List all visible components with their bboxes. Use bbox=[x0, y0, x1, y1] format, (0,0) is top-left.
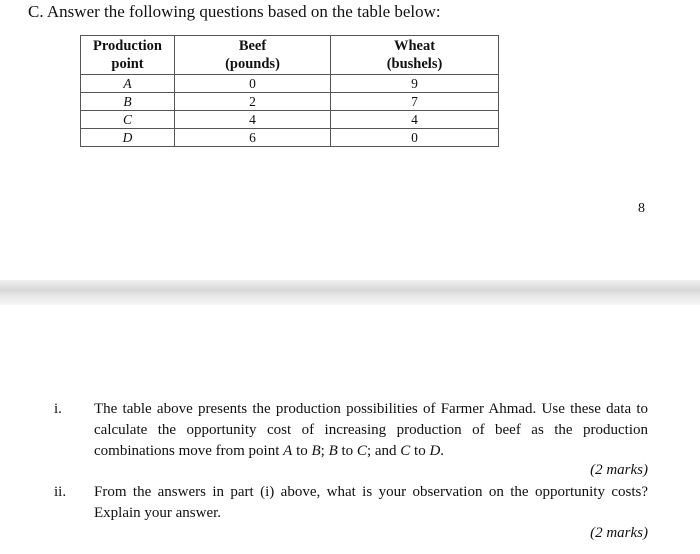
point-label: A bbox=[283, 443, 293, 459]
text-run: . bbox=[440, 443, 445, 459]
cell-wheat: 0 bbox=[331, 129, 499, 147]
column-header-production-point bbox=[81, 36, 175, 75]
header-line: Wheat bbox=[393, 38, 436, 54]
column-header-beef bbox=[175, 36, 331, 75]
cell-beef: 4 bbox=[175, 111, 331, 129]
question-text bbox=[94, 399, 648, 462]
point-label: C bbox=[400, 443, 411, 459]
page-break-divider bbox=[0, 280, 700, 305]
cell-beef: 2 bbox=[175, 93, 331, 111]
cell-point: D bbox=[81, 129, 175, 147]
marks-label: (2 marks) bbox=[590, 462, 648, 478]
question-i bbox=[54, 399, 648, 462]
column-header-wheat bbox=[331, 36, 499, 75]
question-number: i. bbox=[54, 401, 62, 417]
marks-label: (2 marks) bbox=[590, 525, 648, 541]
header-line: (bushels) bbox=[386, 56, 443, 72]
cell-wheat: 9 bbox=[331, 75, 499, 93]
page-number: 8 bbox=[638, 201, 645, 216]
table-row bbox=[81, 93, 499, 111]
cell-wheat: 7 bbox=[331, 93, 499, 111]
text-run: to bbox=[410, 443, 430, 459]
cell-point: C bbox=[81, 111, 175, 129]
production-possibilities-table bbox=[80, 35, 499, 147]
point-label: B bbox=[311, 443, 321, 459]
cell-wheat: 4 bbox=[331, 111, 499, 129]
text-run: ; bbox=[320, 443, 329, 459]
cell-beef: 0 bbox=[175, 75, 331, 93]
header-line: Beef bbox=[238, 38, 267, 54]
section-heading: C. Answer the following questions based on the table below: bbox=[28, 2, 441, 21]
question-text: From the answers in part (i) above, what is your observation on the opportunity costs? Explain your answer. bbox=[94, 484, 648, 521]
question-ii bbox=[54, 482, 648, 524]
question-number: ii. bbox=[54, 484, 67, 500]
cell-point: A bbox=[81, 75, 175, 93]
cell-point: B bbox=[81, 93, 175, 111]
text-run: ; and bbox=[366, 443, 401, 459]
point-label: D bbox=[429, 443, 441, 459]
table-row bbox=[81, 129, 499, 147]
table-row bbox=[81, 111, 499, 129]
point-label: C bbox=[356, 443, 367, 459]
header-line: (pounds) bbox=[225, 56, 280, 72]
table-header-row bbox=[81, 36, 499, 75]
text-run: The table above presents the production possibilities of Farmer Ahmad. Use these data to calculate the opportunity cost of increasing production of beef as the production combinations move from point bbox=[94, 401, 648, 459]
header-line: point bbox=[111, 56, 144, 72]
point-label: B bbox=[328, 443, 338, 459]
cell-beef: 6 bbox=[175, 129, 331, 147]
header-line: Production bbox=[92, 38, 163, 54]
text-run: to bbox=[337, 443, 357, 459]
table-row bbox=[81, 75, 499, 93]
text-run: to bbox=[292, 443, 312, 459]
